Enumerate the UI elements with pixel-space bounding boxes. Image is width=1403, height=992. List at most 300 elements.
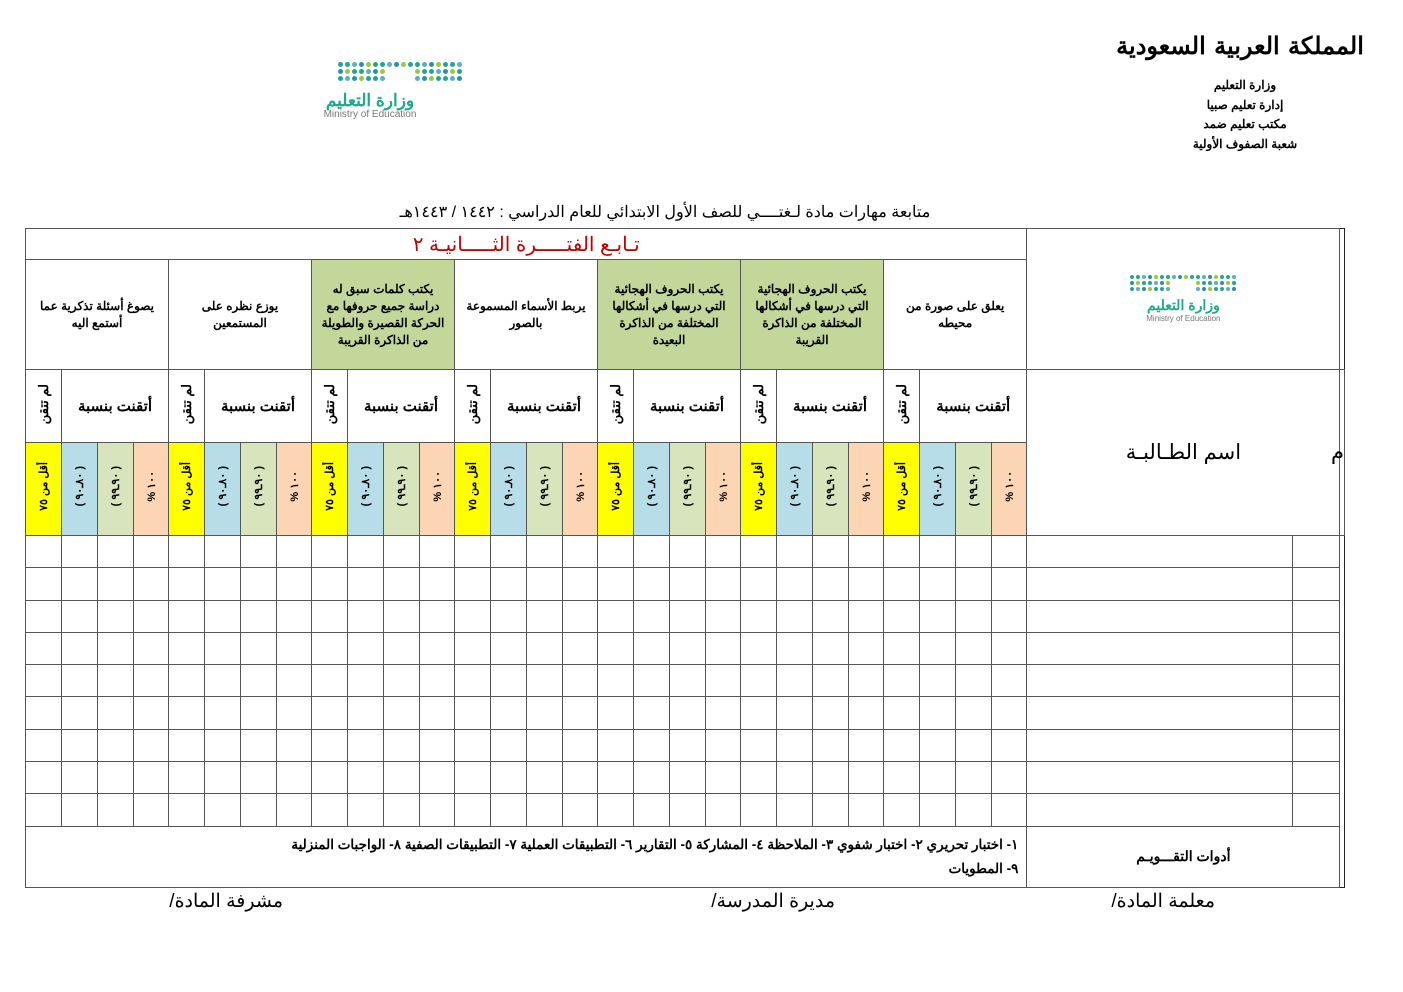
logo-dot <box>366 62 371 67</box>
score-cell[interactable] <box>420 665 455 697</box>
score-cell[interactable] <box>134 632 169 664</box>
score-cell[interactable] <box>134 568 169 600</box>
logo-dot <box>436 76 441 81</box>
score-cell[interactable] <box>491 600 527 632</box>
not-mastered-header <box>169 370 205 443</box>
score-cell[interactable] <box>884 536 920 568</box>
score-cell[interactable] <box>98 600 134 632</box>
period-title: تـابـع الفتـــــرة الثـــــانيـة ٢ <box>26 229 1027 260</box>
score-cell[interactable] <box>670 600 706 632</box>
score-cell[interactable] <box>420 632 455 664</box>
score-cell[interactable] <box>491 632 527 664</box>
score-cell[interactable] <box>920 568 956 600</box>
logo-dot <box>1160 281 1164 285</box>
not-mastered-label: لم تتقن <box>608 383 623 425</box>
score-cell[interactable] <box>992 632 1027 664</box>
level-header <box>62 443 98 536</box>
score-cell[interactable] <box>169 697 205 729</box>
score-cell[interactable] <box>348 568 384 600</box>
score-cell[interactable] <box>491 536 527 568</box>
logo-dots-icon <box>360 62 440 81</box>
score-cell[interactable] <box>563 600 598 632</box>
score-cell[interactable] <box>312 600 348 632</box>
score-cell[interactable] <box>98 729 134 761</box>
score-cell[interactable] <box>384 600 420 632</box>
score-cell[interactable] <box>598 697 634 729</box>
level-label: ( ٩٠ـ٩٩ ) <box>539 466 551 507</box>
score-cell[interactable] <box>169 665 205 697</box>
score-cell[interactable] <box>384 729 420 761</box>
score-cell[interactable] <box>312 794 348 826</box>
score-cell[interactable] <box>348 536 384 568</box>
score-cell[interactable] <box>813 762 849 794</box>
score-cell[interactable] <box>992 794 1027 826</box>
score-cell[interactable] <box>849 697 884 729</box>
score-cell[interactable] <box>741 697 777 729</box>
score-cell[interactable] <box>169 632 205 664</box>
level-label: ( ٨٠ـ٩٠ ) <box>503 466 515 507</box>
score-cell[interactable] <box>62 729 98 761</box>
score-cell[interactable] <box>849 794 884 826</box>
score-cell[interactable] <box>992 536 1027 568</box>
score-cell[interactable] <box>62 794 98 826</box>
kingdom-calligraphy-logo <box>1116 22 1364 73</box>
score-cell[interactable] <box>813 632 849 664</box>
score-cell[interactable] <box>634 665 670 697</box>
score-cell[interactable] <box>384 762 420 794</box>
score-cell[interactable] <box>527 600 563 632</box>
score-cell[interactable] <box>384 665 420 697</box>
mastered-header: أتقنت بنسبة <box>634 370 741 443</box>
score-cell[interactable] <box>26 600 62 632</box>
score-cell[interactable] <box>98 536 134 568</box>
score-cell[interactable] <box>706 794 741 826</box>
score-cell[interactable] <box>706 568 741 600</box>
score-cell[interactable] <box>277 762 312 794</box>
score-cell[interactable] <box>956 536 992 568</box>
score-cell[interactable] <box>777 600 813 632</box>
score-cell[interactable] <box>813 794 849 826</box>
logo-dot <box>1136 275 1140 279</box>
score-cell[interactable] <box>241 794 277 826</box>
score-cell[interactable] <box>169 729 205 761</box>
score-cell[interactable] <box>241 697 277 729</box>
score-cell[interactable] <box>956 568 992 600</box>
score-cell[interactable] <box>241 536 277 568</box>
score-cell[interactable] <box>670 632 706 664</box>
score-cell[interactable] <box>527 729 563 761</box>
score-cell[interactable] <box>384 568 420 600</box>
kingdom-logo-icon <box>1116 22 1364 66</box>
table-logo-cell <box>1027 229 1340 370</box>
number-cell[interactable] <box>1293 697 1340 729</box>
student-name-cell[interactable] <box>1027 729 1293 761</box>
score-cell[interactable] <box>920 729 956 761</box>
score-cell[interactable] <box>706 536 741 568</box>
score-cell[interactable] <box>920 697 956 729</box>
score-cell[interactable] <box>849 729 884 761</box>
score-cell[interactable] <box>849 536 884 568</box>
score-cell[interactable] <box>348 729 384 761</box>
score-cell[interactable] <box>956 600 992 632</box>
number-cell[interactable] <box>1293 762 1340 794</box>
score-cell[interactable] <box>527 665 563 697</box>
score-cell[interactable] <box>241 568 277 600</box>
student-name-cell[interactable] <box>1027 794 1293 826</box>
score-cell[interactable] <box>348 697 384 729</box>
score-cell[interactable] <box>741 600 777 632</box>
score-cell[interactable] <box>26 536 62 568</box>
score-cell[interactable] <box>849 600 884 632</box>
score-cell[interactable] <box>455 762 491 794</box>
score-cell[interactable] <box>241 632 277 664</box>
score-cell[interactable] <box>884 568 920 600</box>
score-cell[interactable] <box>884 600 920 632</box>
score-cell[interactable] <box>813 600 849 632</box>
score-cell[interactable] <box>312 729 348 761</box>
logo-dot <box>380 76 385 81</box>
score-cell[interactable] <box>992 762 1027 794</box>
score-cell[interactable] <box>956 665 992 697</box>
score-cell[interactable] <box>849 632 884 664</box>
score-cell[interactable] <box>205 568 241 600</box>
score-cell[interactable] <box>777 568 813 600</box>
score-cell[interactable] <box>348 794 384 826</box>
score-cell[interactable] <box>849 665 884 697</box>
score-cell[interactable] <box>741 632 777 664</box>
score-cell[interactable] <box>312 697 348 729</box>
score-cell[interactable] <box>598 762 634 794</box>
logo-dot <box>373 69 378 74</box>
student-name-cell[interactable] <box>1027 632 1293 664</box>
score-cell[interactable] <box>956 632 992 664</box>
score-cell[interactable] <box>420 729 455 761</box>
score-cell[interactable] <box>598 536 634 568</box>
score-cell[interactable] <box>491 729 527 761</box>
skill-header: يصوغ أسئلة تذكرية عما أستمع اليه <box>26 260 169 370</box>
score-cell[interactable] <box>134 536 169 568</box>
score-cell[interactable] <box>241 762 277 794</box>
score-cell[interactable] <box>312 568 348 600</box>
score-cell[interactable] <box>634 762 670 794</box>
number-cell[interactable] <box>1293 568 1340 600</box>
score-cell[interactable] <box>920 536 956 568</box>
score-cell[interactable] <box>920 794 956 826</box>
score-cell[interactable] <box>634 794 670 826</box>
logo-dot <box>422 62 427 67</box>
student-name-cell[interactable] <box>1027 762 1293 794</box>
logo-arabic-text: وزارة التعليم <box>325 91 415 110</box>
score-cell[interactable] <box>741 762 777 794</box>
score-cell[interactable] <box>205 632 241 664</box>
score-cell[interactable] <box>384 794 420 826</box>
score-cell[interactable] <box>741 536 777 568</box>
score-cell[interactable] <box>777 632 813 664</box>
score-cell[interactable] <box>312 762 348 794</box>
score-cell[interactable] <box>777 536 813 568</box>
number-cell[interactable] <box>1293 665 1340 697</box>
score-cell[interactable] <box>884 729 920 761</box>
score-cell[interactable] <box>26 762 62 794</box>
score-cell[interactable] <box>420 794 455 826</box>
score-cell[interactable] <box>491 665 527 697</box>
not-mastered-label: لم تتقن <box>465 383 480 425</box>
score-cell[interactable] <box>634 729 670 761</box>
score-cell[interactable] <box>670 665 706 697</box>
score-cell[interactable] <box>169 794 205 826</box>
score-cell[interactable] <box>134 697 169 729</box>
score-cell[interactable] <box>277 600 312 632</box>
score-cell[interactable] <box>706 762 741 794</box>
score-cell[interactable] <box>277 794 312 826</box>
score-cell[interactable] <box>777 794 813 826</box>
score-cell[interactable] <box>420 568 455 600</box>
score-cell[interactable] <box>527 568 563 600</box>
score-cell[interactable] <box>563 536 598 568</box>
score-cell[interactable] <box>420 600 455 632</box>
score-cell[interactable] <box>420 697 455 729</box>
score-cell[interactable] <box>992 568 1027 600</box>
score-cell[interactable] <box>956 762 992 794</box>
score-cell[interactable] <box>884 794 920 826</box>
student-name-cell[interactable] <box>1027 568 1293 600</box>
score-cell[interactable] <box>205 697 241 729</box>
score-cell[interactable] <box>241 600 277 632</box>
score-cell[interactable] <box>26 568 62 600</box>
score-cell[interactable] <box>813 536 849 568</box>
score-cell[interactable] <box>205 729 241 761</box>
score-cell[interactable] <box>420 536 455 568</box>
logo-arabic-text: وزارة التعليم <box>1147 297 1220 313</box>
score-cell[interactable] <box>527 794 563 826</box>
score-cell[interactable] <box>741 568 777 600</box>
score-cell[interactable] <box>169 600 205 632</box>
score-cell[interactable] <box>98 632 134 664</box>
score-cell[interactable] <box>741 794 777 826</box>
score-cell[interactable] <box>26 697 62 729</box>
score-cell[interactable] <box>741 729 777 761</box>
number-cell[interactable] <box>1293 536 1340 568</box>
logo-dot <box>1130 287 1134 291</box>
number-cell[interactable] <box>1293 729 1340 761</box>
score-cell[interactable] <box>277 632 312 664</box>
score-cell[interactable] <box>26 729 62 761</box>
student-name-cell[interactable] <box>1027 536 1293 568</box>
score-cell[interactable] <box>455 600 491 632</box>
score-cell[interactable] <box>670 697 706 729</box>
score-cell[interactable] <box>491 794 527 826</box>
score-cell[interactable] <box>98 665 134 697</box>
score-cell[interactable] <box>98 794 134 826</box>
score-cell[interactable] <box>348 762 384 794</box>
score-cell[interactable] <box>813 729 849 761</box>
score-cell[interactable] <box>777 729 813 761</box>
score-cell[interactable] <box>169 536 205 568</box>
score-cell[interactable] <box>98 568 134 600</box>
score-cell[interactable] <box>884 697 920 729</box>
score-cell[interactable] <box>527 632 563 664</box>
level-label: أقل من ٧٥ <box>181 462 193 511</box>
score-cell[interactable] <box>813 697 849 729</box>
score-cell[interactable] <box>992 697 1027 729</box>
score-cell[interactable] <box>491 568 527 600</box>
score-cell[interactable] <box>634 600 670 632</box>
score-cell[interactable] <box>455 697 491 729</box>
score-cell[interactable] <box>849 568 884 600</box>
score-cell[interactable] <box>205 762 241 794</box>
score-cell[interactable] <box>134 794 169 826</box>
score-cell[interactable] <box>241 729 277 761</box>
score-cell[interactable] <box>491 762 527 794</box>
score-cell[interactable] <box>598 729 634 761</box>
number-cell[interactable] <box>1293 600 1340 632</box>
score-cell[interactable] <box>169 762 205 794</box>
score-cell[interactable] <box>62 762 98 794</box>
score-cell[interactable] <box>884 762 920 794</box>
score-cell[interactable] <box>956 729 992 761</box>
score-cell[interactable] <box>884 665 920 697</box>
score-cell[interactable] <box>169 568 205 600</box>
score-cell[interactable] <box>277 729 312 761</box>
score-cell[interactable] <box>920 600 956 632</box>
score-cell[interactable] <box>277 697 312 729</box>
score-cell[interactable] <box>706 729 741 761</box>
score-cell[interactable] <box>277 536 312 568</box>
score-cell[interactable] <box>26 632 62 664</box>
score-cell[interactable] <box>527 762 563 794</box>
student-name-cell[interactable] <box>1027 697 1293 729</box>
score-cell[interactable] <box>98 762 134 794</box>
score-cell[interactable] <box>62 536 98 568</box>
score-cell[interactable] <box>26 665 62 697</box>
score-cell[interactable] <box>134 729 169 761</box>
number-cell[interactable] <box>1293 632 1340 664</box>
score-cell[interactable] <box>598 665 634 697</box>
score-cell[interactable] <box>384 697 420 729</box>
score-cell[interactable] <box>670 536 706 568</box>
score-cell[interactable] <box>813 568 849 600</box>
score-cell[interactable] <box>992 665 1027 697</box>
score-cell[interactable] <box>62 600 98 632</box>
score-cell[interactable] <box>312 665 348 697</box>
score-cell[interactable] <box>956 697 992 729</box>
score-cell[interactable] <box>706 600 741 632</box>
score-cell[interactable] <box>455 568 491 600</box>
score-cell[interactable] <box>956 794 992 826</box>
score-cell[interactable] <box>62 568 98 600</box>
score-cell[interactable] <box>634 697 670 729</box>
score-cell[interactable] <box>706 697 741 729</box>
score-cell[interactable] <box>670 568 706 600</box>
level-label: ( ٩٠ـ٩٩ ) <box>110 466 122 507</box>
skill-header: يوزع نظره على المستمعين <box>169 260 312 370</box>
score-cell[interactable] <box>205 665 241 697</box>
number-cell[interactable] <box>1293 794 1340 826</box>
score-cell[interactable] <box>455 665 491 697</box>
score-cell[interactable] <box>348 600 384 632</box>
score-cell[interactable] <box>491 697 527 729</box>
score-cell[interactable] <box>670 794 706 826</box>
score-cell[interactable] <box>348 665 384 697</box>
score-cell[interactable] <box>884 632 920 664</box>
score-cell[interactable] <box>563 665 598 697</box>
level-label: ( ٩٠ـ٩٩ ) <box>682 466 694 507</box>
score-cell[interactable] <box>134 600 169 632</box>
score-cell[interactable] <box>598 632 634 664</box>
score-cell[interactable] <box>813 665 849 697</box>
score-cell[interactable] <box>670 729 706 761</box>
score-cell[interactable] <box>205 536 241 568</box>
score-cell[interactable] <box>98 697 134 729</box>
score-cell[interactable] <box>384 632 420 664</box>
score-cell[interactable] <box>134 762 169 794</box>
score-cell[interactable] <box>634 536 670 568</box>
score-cell[interactable] <box>920 632 956 664</box>
score-cell[interactable] <box>777 665 813 697</box>
score-cell[interactable] <box>277 665 312 697</box>
score-cell[interactable] <box>527 536 563 568</box>
score-cell[interactable] <box>563 697 598 729</box>
score-cell[interactable] <box>241 665 277 697</box>
score-cell[interactable] <box>777 697 813 729</box>
score-cell[interactable] <box>26 794 62 826</box>
score-cell[interactable] <box>348 632 384 664</box>
level-header <box>312 443 348 536</box>
score-cell[interactable] <box>62 697 98 729</box>
student-name-cell[interactable] <box>1027 600 1293 632</box>
score-cell[interactable] <box>634 632 670 664</box>
score-cell[interactable] <box>920 665 956 697</box>
score-cell[interactable] <box>992 600 1027 632</box>
score-cell[interactable] <box>563 729 598 761</box>
score-cell[interactable] <box>277 568 312 600</box>
score-cell[interactable] <box>563 632 598 664</box>
score-cell[interactable] <box>420 762 455 794</box>
score-cell[interactable] <box>598 794 634 826</box>
score-cell[interactable] <box>777 762 813 794</box>
score-cell[interactable] <box>920 762 956 794</box>
score-cell[interactable] <box>62 632 98 664</box>
score-cell[interactable] <box>455 794 491 826</box>
score-cell[interactable] <box>455 729 491 761</box>
score-cell[interactable] <box>455 632 491 664</box>
logo-dot <box>1208 281 1212 285</box>
score-cell[interactable] <box>634 568 670 600</box>
score-cell[interactable] <box>312 632 348 664</box>
score-cell[interactable] <box>598 600 634 632</box>
score-cell[interactable] <box>670 762 706 794</box>
score-cell[interactable] <box>849 762 884 794</box>
score-cell[interactable] <box>598 568 634 600</box>
score-cell[interactable] <box>706 665 741 697</box>
score-cell[interactable] <box>205 600 241 632</box>
score-cell[interactable] <box>741 665 777 697</box>
score-cell[interactable] <box>992 729 1027 761</box>
score-cell[interactable] <box>62 665 98 697</box>
score-cell[interactable] <box>563 762 598 794</box>
score-cell[interactable] <box>384 536 420 568</box>
score-cell[interactable] <box>134 665 169 697</box>
logo-dot <box>387 62 392 67</box>
score-cell[interactable] <box>455 536 491 568</box>
score-cell[interactable] <box>527 697 563 729</box>
score-cell[interactable] <box>205 794 241 826</box>
score-cell[interactable] <box>563 568 598 600</box>
score-cell[interactable] <box>706 632 741 664</box>
student-name-cell[interactable] <box>1027 665 1293 697</box>
score-cell[interactable] <box>563 794 598 826</box>
score-cell[interactable] <box>312 536 348 568</box>
